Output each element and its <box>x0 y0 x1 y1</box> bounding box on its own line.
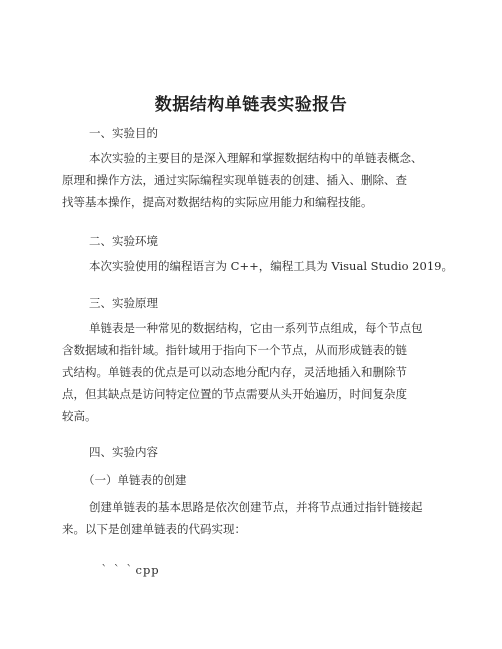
document-title: 数据结构单链表实验报告 <box>154 95 348 115</box>
paragraph-line: 点，但其缺点是访问特定位置的节点需要从头开始遍历，时间复杂度 <box>62 387 407 401</box>
paragraph-line: 原理和操作方法，通过实际编程实现单链表的创建、插入、删除、查 <box>62 173 407 187</box>
subsection-heading-create: （一）单链表的创建 <box>83 473 187 487</box>
paragraph-principle <box>62 317 447 427</box>
paragraph-environment <box>62 255 453 277</box>
paragraph-line: 含数据域和指针域。指针域用于指向下一个节点，从而形成链表的链 <box>62 343 407 357</box>
paragraph-create <box>62 496 447 540</box>
paragraph-line: 式结构。单链表的优点是可以动态地分配内存，灵活地插入和删除节 <box>62 365 407 379</box>
paragraph-line: 找等基本操作，提高对数据结构的实际应用能力和编程技能。 <box>62 195 373 209</box>
section-heading-principle: 三、实验原理 <box>89 296 158 310</box>
section-heading-environment: 二、实验环境 <box>89 234 158 248</box>
paragraph-line: 较高。 <box>62 409 97 423</box>
paragraph-objective <box>62 147 447 213</box>
paragraph-line: 单链表是一种常见的数据结构，它由一系列节点组成，每个节点包 <box>89 321 423 335</box>
section-heading-objective: 一、实验目的 <box>89 126 158 140</box>
paragraph-line: 本次实验使用的编程语言为 C++，编程工具为 Visual Studio 2019。 <box>89 259 453 273</box>
section-heading-content: 四、实验内容 <box>89 445 158 459</box>
paragraph-line: 来。以下是创建单链表的代码实现： <box>62 522 246 536</box>
paragraph-line: 本次实验的主要目的是深入理解和掌握数据结构中的单链表概念、 <box>89 151 423 165</box>
paragraph-line: 创建单链表的基本思路是依次创建节点，并将节点通过指针链接起 <box>89 500 423 514</box>
code-fence-marker: ｀｀｀cpp <box>98 563 160 577</box>
